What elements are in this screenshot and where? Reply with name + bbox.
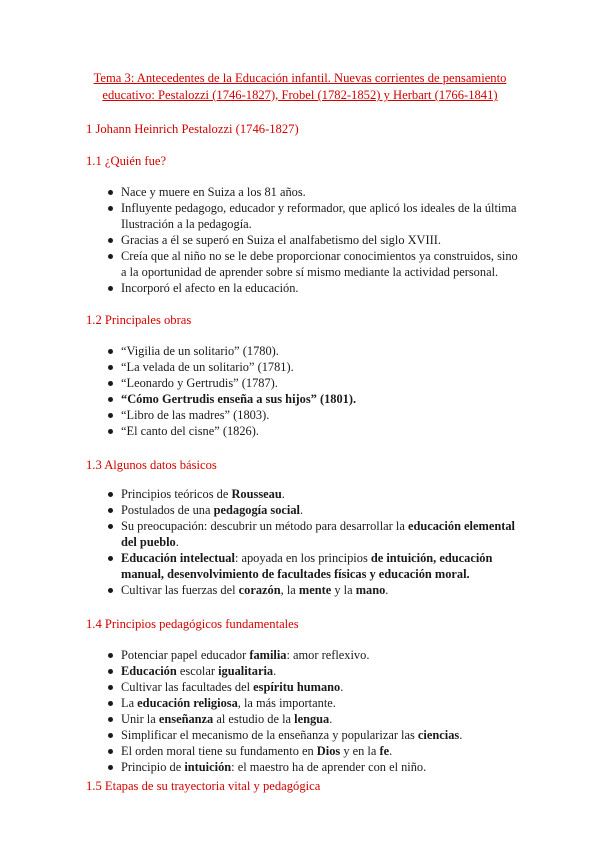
bullet-icon — [108, 413, 113, 418]
list-item: La educación religiosa, la más importante. — [86, 695, 526, 711]
list-item: Postulados de una pedagogía social. — [86, 502, 526, 518]
list-item: Principios teóricos de Rousseau. — [86, 486, 526, 502]
bullet-icon — [108, 669, 113, 674]
heading-quien-fue: 1.1 ¿Quién fue? — [86, 154, 167, 168]
list-item: El orden moral tiene su fundamento en Dios y en la fe. — [86, 743, 526, 759]
bullet-icon — [108, 429, 113, 434]
heading-principios-pedagogicos: 1.4 Principios pedagógicos fundamentales — [86, 617, 299, 631]
list-item: “La velada de un solitario” (1781). — [86, 359, 526, 375]
list-item: Simplificar el mecanismo de la enseñanza y popularizar las ciencias. — [86, 727, 526, 743]
list-item: Gracias a él se superó en Suiza el analfabetismo del siglo XVIII. — [86, 232, 526, 248]
list-item: “Cómo Gertrudis enseña a sus hijos” (1801). — [86, 391, 526, 407]
bullet-icon — [108, 238, 113, 243]
bullet-icon — [108, 685, 113, 690]
list-item: Cultivar las facultades del espíritu humano. — [86, 679, 526, 695]
heading-datos-basicos: 1.3 Algunos datos básicos — [86, 458, 217, 472]
heading-etapas-trayectoria: 1.5 Etapas de su trayectoria vital y pedagógica — [86, 779, 321, 793]
bullet-icon — [108, 349, 113, 354]
list-item: Potenciar papel educador familia: amor reflexivo. — [86, 647, 526, 663]
list-item: Nace y muere en Suiza a los 81 años. — [86, 184, 526, 200]
list-item: Educación intelectual: apoyada en los principios de intuición, educación manual, desenvolvimiento de facultades físicas y educación moral. — [86, 550, 526, 582]
list-datos-basicos — [86, 486, 526, 598]
bullet-icon — [108, 508, 113, 513]
list-item: Unir la enseñanza al estudio de la lengua. — [86, 711, 526, 727]
bullet-icon — [108, 190, 113, 195]
list-item: “Libro de las madres” (1803). — [86, 407, 526, 423]
list-item: Incorporó el afecto en la educación. — [86, 280, 526, 296]
bullet-icon — [108, 588, 113, 593]
bullet-icon — [108, 365, 113, 370]
heading-section-1: 1 Johann Heinrich Pestalozzi (1746-1827) — [86, 122, 299, 136]
list-item: “El canto del cisne” (1826). — [86, 423, 526, 439]
bullet-icon — [108, 492, 113, 497]
bullet-icon — [108, 254, 113, 259]
list-item: Su preocupación: descubrir un método para desarrollar la educación elemental del pueblo. — [86, 518, 526, 550]
bullet-icon — [108, 556, 113, 561]
heading-principales-obras: 1.2 Principales obras — [86, 313, 192, 327]
list-principales-obras — [86, 343, 526, 439]
bullet-icon — [108, 524, 113, 529]
document-title: Tema 3: Antecedentes de la Educación infantil. Nuevas corrientes de pensamiento educativo: Pestalozzi (1746-1827), Frobel (1782-1852) y Herbart (1766-1841) — [93, 71, 507, 102]
bullet-icon — [108, 286, 113, 291]
list-principios-pedagogicos — [86, 647, 526, 775]
list-item: Cultivar las fuerzas del corazón, la mente y la mano. — [86, 582, 526, 598]
bullet-icon — [108, 749, 113, 754]
list-item: “Vigilia de un solitario” (1780). — [86, 343, 526, 359]
list-quien-fue — [86, 184, 526, 296]
bullet-icon — [108, 653, 113, 658]
list-item: “Leonardo y Gertrudis” (1787). — [86, 375, 526, 391]
bullet-icon — [108, 765, 113, 770]
list-item: Educación escolar igualitaria. — [86, 663, 526, 679]
bullet-icon — [108, 733, 113, 738]
bullet-icon — [108, 381, 113, 386]
bullet-icon — [108, 701, 113, 706]
list-item: Creía que al niño no se le debe proporcionar conocimientos ya construidos, sino a la oportunidad de aprender sobre sí mismo mediante la actividad personal. — [86, 248, 526, 280]
list-item: Principio de intuición: el maestro ha de aprender con el niño. — [86, 759, 526, 775]
list-item: Influyente pedagogo, educador y reformador, que aplicó los ideales de la última Ilustración a la pedagogía. — [86, 200, 526, 232]
bullet-icon — [108, 206, 113, 211]
bullet-icon — [108, 717, 113, 722]
bullet-icon — [108, 397, 113, 402]
